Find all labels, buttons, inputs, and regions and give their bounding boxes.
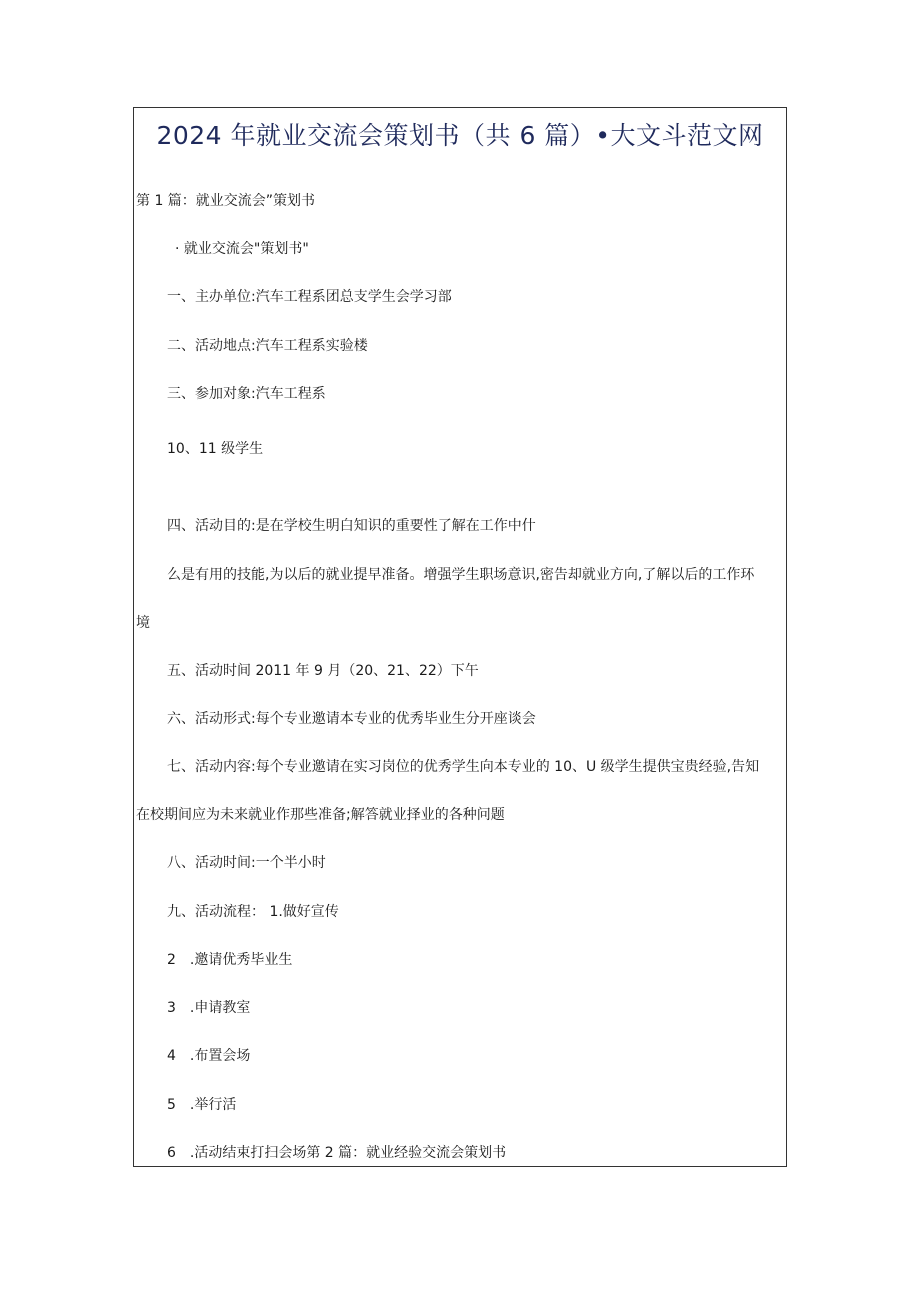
subheading-bullet: · 就业交流会"策划书" — [175, 241, 309, 257]
paragraph-duration: 八、活动时间:一个半小时 — [167, 855, 326, 871]
paragraph-process: 九、活动流程： 1.做好宣传 — [167, 904, 339, 920]
paragraph-content-cont: 在校期间应为未来就业作那些准备;解答就业择业的各种问题 — [136, 807, 505, 823]
list-item-2: 2 .邀请优秀毕业生 — [167, 952, 293, 968]
paragraph-location: 二、活动地点:汽车工程系实验楼 — [167, 338, 368, 354]
list-item-3: 3 .申请教室 — [167, 1000, 251, 1016]
paragraph-purpose-cont: 么是有用的技能,为以后的就业提早准备。增强学生职场意识,密告却就业方向,了解以后的工作环 — [167, 567, 755, 583]
paragraph-grades: 10、11 级学生 — [167, 441, 264, 457]
paragraph-time: 五、活动时间 2011 年 9 月（20、21、22）下午 — [167, 663, 479, 679]
list-item-6: 6 .活动结束打扫会场第 2 篇：就业经验交流会策划书 — [167, 1145, 507, 1161]
paragraph-purpose-end: 境 — [136, 615, 150, 631]
paragraph-format: 六、活动形式:每个专业邀请本专业的优秀毕业生分开座谈会 — [167, 711, 536, 727]
list-item-4: 4 .布置会场 — [167, 1048, 251, 1064]
paragraph-participants: 三、参加对象:汽车工程系 — [167, 386, 326, 402]
document-title: 2024 年就业交流会策划书（共 6 篇）•大文斗范文网 — [156, 121, 764, 150]
section-heading-1: 第 1 篇：就业交流会”策划书 — [136, 193, 316, 209]
paragraph-organizer: 一、主办单位:汽车工程系团总支学生会学习部 — [167, 289, 452, 305]
list-item-5: 5 .举行活 — [167, 1097, 237, 1113]
paragraph-content: 七、活动内容:每个专业邀请在实习岗位的优秀学生向本专业的 10、U 级学生提供宝贵经验,告知 — [167, 759, 760, 775]
paragraph-purpose: 四、活动目的:是在学校生明白知识的重要性了解在工作中什 — [167, 518, 536, 534]
